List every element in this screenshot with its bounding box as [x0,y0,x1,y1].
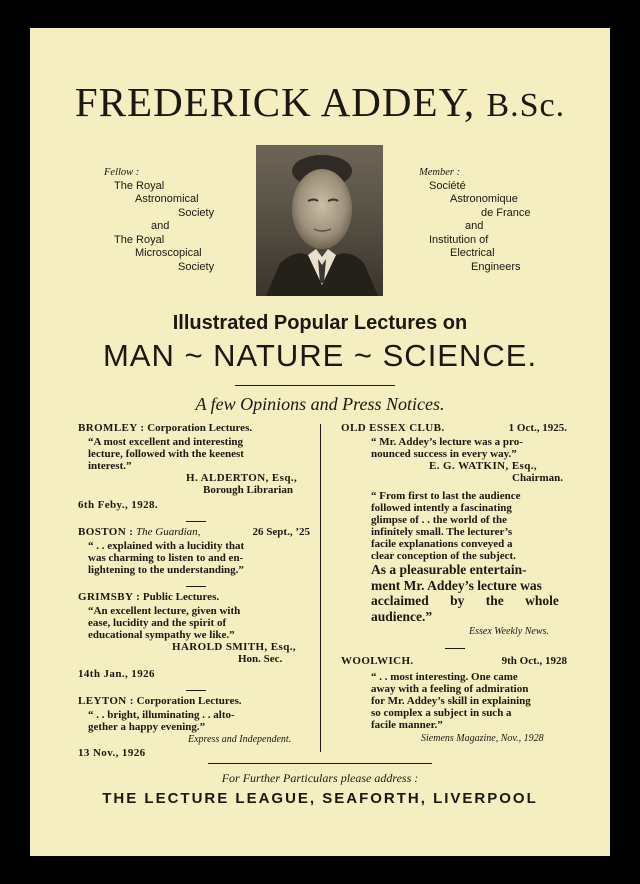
quote-line: lecture, followed with the keenest [88,448,244,460]
left-column [78,422,310,759]
member-label: Member : [419,167,461,178]
grimsby-sub: Public Lectures. [142,591,220,603]
quote-line: As a pleasurable entertain- [371,562,527,577]
member-line: Electrical [450,247,495,259]
title-degree: B.Sc. [486,87,566,124]
essex-quote-2 [341,490,567,624]
member-line: Institution of [429,233,489,246]
member-line: de France [481,206,531,219]
quote-line: ease, lucidity and the spirit of [88,617,227,629]
leyton-date: 13 Nov., 1926 [78,747,146,759]
bromley-heading [78,422,310,434]
footer-address: THE LECTURE LEAGUE, SEAFORTH, LIVERPOOL [102,790,538,807]
section-divider [186,690,206,691]
leyton-sub: Corporation Lectures. [136,695,242,707]
grimsby-name: HAROLD SMITH, Esq., [172,641,297,653]
member-line: Engineers [471,260,521,273]
right-column [341,422,567,745]
quote-line: educational sympathy we like.” [88,629,235,641]
fellow-label: Fellow : [104,167,140,178]
quote-line: was charming to listen to and en- [88,552,244,564]
quote-line: “An excellent lecture, given with [88,605,241,617]
quote-line: away with a feeling of admiration [371,683,529,695]
boston-head: BOSTON : [78,526,134,538]
quote-line: “A most excellent and interesting [88,436,244,448]
essex-role: Chairman. [512,472,564,484]
grimsby-quote [78,605,310,641]
boston-date: 26 Sept., ’25 [252,526,310,538]
bromley-quote [78,436,310,472]
section-divider [186,521,206,522]
quote-line: clear conception of the subject. [371,550,516,562]
divider-rule [235,385,395,386]
quote-line: lightening to the understanding.” [88,564,244,576]
woolwich-date: 9th Oct., 1928 [501,655,567,667]
bromley-role: Borough Librarian [203,484,293,496]
section-divider [445,648,465,649]
leyton-quote [78,709,310,733]
portrait-photo [256,145,383,296]
fellow-block [104,166,214,274]
quote-line: “ Mr. Addey’s lecture was a pro- [371,436,523,448]
woolwich-source: Siemens Magazine, Nov., 1928 [421,733,544,744]
quote-line: acclaimed by the whole [371,593,559,608]
member-line: Astronomique [450,193,518,205]
member-line: and [465,220,484,232]
quote-line: for Mr. Addey’s skill in explaining [371,695,531,707]
quote-line: infinitely small. The lecturer’s [371,526,513,538]
page-title [30,78,610,130]
quote-line: nounced success in every way.” [371,448,517,460]
portrait-image [256,145,383,296]
bromley-head: BROMLEY : [78,422,145,434]
essex-date: 1 Oct., 1925. [508,422,567,434]
quote-line: interest.” [88,460,132,472]
boston-quote [78,540,310,576]
fellow-line: Microscopical [135,247,202,259]
bromley-name: H. ALDERTON, Esq., [186,472,298,484]
opinions-heading: A few Opinions and Press Notices. [195,394,445,414]
grimsby-heading [78,591,310,603]
boston-sub: The Guardian, [136,526,201,538]
headline-lectures: Illustrated Popular Lectures on [172,312,468,334]
quote-line: gether a happy evening.” [88,721,206,733]
quote-line: “ . . bright, illuminating . . alto- [88,709,235,721]
boston-heading [78,526,310,538]
section-divider [186,586,206,587]
quote-line: audience.” [371,608,433,624]
quote-line: facile explanations conveyed a [371,538,513,550]
leyton-heading [78,695,310,707]
woolwich-head: WOOLWICH. [341,655,414,667]
quote-line: “ . . most interesting. One came [371,671,518,683]
quote-line: so complex a subject in such a [371,707,512,719]
title-name: FREDERICK ADDEY, [74,79,476,125]
essex-name: E. G. WATKIN, Esq., [429,460,538,472]
woolwich-heading [341,655,567,667]
bromley-sub: Corporation Lectures. [147,422,253,434]
bromley-date: 6th Feby., 1928. [78,499,159,511]
quote-line: glimpse of . . the world of the [371,514,507,526]
headline-subjects: MAN ~ NATURE ~ SCIENCE. [102,338,538,373]
fellow-line: Astronomical [135,193,199,205]
quote-line: facile manner.” [371,719,443,731]
grimsby-date: 14th Jan., 1926 [78,668,155,680]
essex-source: Essex Weekly News. [469,626,549,637]
fellow-line: The Royal [114,233,165,246]
leyton-head: LEYTON : [78,695,134,707]
quote-line: “ From first to last the audience [371,490,521,502]
footer-rule [208,763,432,764]
fellow-line: Society [178,206,215,219]
member-block [419,166,531,274]
fellow-line: and [151,220,170,232]
essex-quote [341,436,567,460]
leyton-source: Express and Independent. [188,734,292,745]
essex-heading [341,422,567,434]
fellow-line: The Royal [114,179,165,192]
woolwich-quote [341,671,567,731]
quote-line: followed intently a fascinating [371,502,512,514]
grimsby-role: Hon. Sec. [238,653,283,665]
quote-line: “ . . explained with a lucidity that [88,540,245,552]
fellow-line: Society [178,260,215,273]
grimsby-head: GRIMSBY : [78,591,141,603]
quote-line: ment Mr. Addey’s lecture was [371,577,542,593]
essex-head: OLD ESSEX CLUB. [341,422,445,434]
column-divider [320,424,321,752]
footer-note: For Further Particulars please address : [221,771,419,785]
member-line: Société [429,179,466,192]
poster-sheet [30,28,610,856]
